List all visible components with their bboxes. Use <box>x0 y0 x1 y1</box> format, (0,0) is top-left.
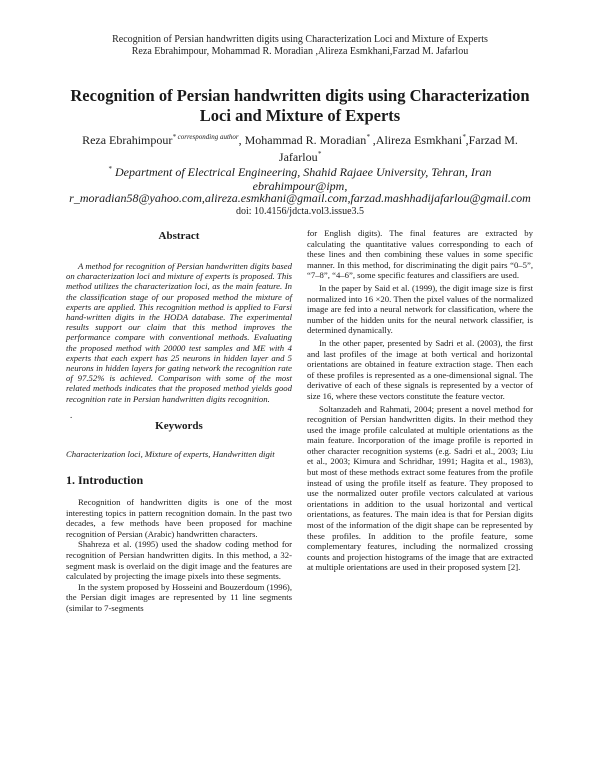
abstract-text: A method for recognition of Persian handwritten digits based on characterization loci and mixture of experts is proposed. This method utilizes the characterization loci, as the main feature. In the classification stage of our proposed method the mixture of experts are applied. This recognition method is applied to Farsi hand-written digits in the HODA database. The experimental results support our claim that this method improves the performance compare with conventional methods. Evaluating the proposed method with 20000 test samples and ME with 4 experts that each expert has 25 neurons in hidden layer and 5 neurons in hidden layers for gating network the recognition rate of 97.52% is achieved. Comparison with some of the most related methods indicates that the proposed method yields good recognition rate in Persian handwritten digits recognition. <box>66 261 292 404</box>
abstract-trailing-dot: . <box>70 409 73 420</box>
author-3-note: * <box>462 133 466 141</box>
author-4-note: * <box>317 150 322 158</box>
affiliation-marker: * <box>108 165 112 173</box>
right-paragraph-4: Soltanzadeh and Rahmati, 2004; present a novel method for recognition of Persian handwritten digits. In their method they used the image profile calculated at multiple orientations as the main feature. Incorporation of the image profile is reported in other character recognition systems (e.g. Sadri et al., 2003; Liu et al., 2003; Kimura and Schridhar, 1991; Hagita et al., 1983), but most of these methods extract some features from the profile instead of using the profile itself as feature. They proposed to use the normalized outer profile vectors calculated at various orientations in addition to the usual horizontal and vertical orientations, as features. The main idea is that for Persian digits most of the information of the digit shape can be represented by these profiles. In addition to the profile feature, some complementary features, including the normalized crossing counts and projection histograms of the image that are extracted at multiple orientations are used in their proposed system [2]. <box>307 403 533 573</box>
introduction-heading: 1. Introduction <box>66 473 144 488</box>
abstract-heading: Abstract <box>158 230 200 242</box>
intro-paragraph-3: In the system proposed by Hosseini and Bouzerdoum (1996), the Persian digit images are represented by 11 line segments (similar to 7-segments <box>66 581 292 613</box>
right-paragraph-3: In the other paper, presented by Sadri et al. (2003), the first and last profiles of the image at both vertical and horizontal orientations are obtained in feature extraction stage. Then each of these profiles is represented as a one-dimensional signal. The derivative of each of these signals is represented by a vector of size 16, where these vectors constitute the feature vector. <box>307 337 533 401</box>
affiliation-email: ebrahimpour@ipm, <box>252 179 348 193</box>
author-1: Reza Ebrahimpour <box>82 133 173 147</box>
keywords-heading: Keywords <box>155 419 203 432</box>
paper-title-line2: Loci and Mixture of Experts <box>199 106 401 125</box>
author-list <box>60 130 540 164</box>
intro-paragraph-2: Shahreza et al. (1995) used the shadow coding method for recognition of Persian handwritten digits. In this method, a 32-segment mask is overlaid on the digit image and the features are calculated by projecting the image pixels into these segments. <box>66 539 292 582</box>
author-3: ,Alireza Esmkhani <box>369 133 463 147</box>
right-paragraph-1: for English digits). The final features are extracted by calculating the quantitative values corresponding to each of these lines and then combining these values in some specific manner. In this method, for discriminating the digit pairs “0–5”, “7–8”, “4–6”, some specific features and classifiers are used. <box>307 228 533 281</box>
running-header-authors: Reza Ebrahimpour, Mohammad R. Moradian ,Alireza Esmkhani,Farzad M. Jafarlou <box>131 46 469 57</box>
intro-paragraph-1: Recognition of handwritten digits is one of the most interesting topics in pattern recognition domain. In the past two decades, a few methods have been proposed for machine recognition of Persian (Arabic) handwritten characters. <box>66 497 292 539</box>
author-4-surname: Jafarlou <box>278 150 318 164</box>
author-1-note: * corresponding author <box>172 133 239 141</box>
paper-title <box>50 86 550 126</box>
paper-title-line1: Recognition of Persian handwritten digits using Characterization <box>70 86 530 105</box>
right-paragraph-2: In the paper by Said et al. (1999), the digit image size is first normalized into 16 ×20. Then the pixel values of the normalized image are fed into a neural network for classification, where the number of the hidden units for the neural network classifier, is determined dynamically. <box>307 282 533 336</box>
doi: doi: 10.4156/jdcta.vol3.issue3.5 <box>235 206 365 217</box>
author-2: , Mohammad R. Moradian <box>238 133 367 147</box>
author-emails: r_moradian58@yahoo.com,alireza.esmkhani@gmail.com,farzad.mashhadijafarlou@gmail.com <box>69 191 531 205</box>
affiliation-department: Department of Electrical Engineering, Shahid Rajaee University, Tehran, Iran <box>112 165 492 179</box>
affiliation <box>60 162 540 193</box>
author-4: ,Farzad M. <box>465 133 518 147</box>
keywords-text: Characterization loci, Mixture of experts, Handwritten digit <box>66 448 275 459</box>
running-header-title: Recognition of Persian handwritten digits using Characterization Loci and Mixture of Experts <box>112 34 488 45</box>
right-column <box>307 230 533 575</box>
author-2-note: * <box>366 133 370 141</box>
left-column <box>66 230 292 614</box>
running-header <box>0 34 600 58</box>
